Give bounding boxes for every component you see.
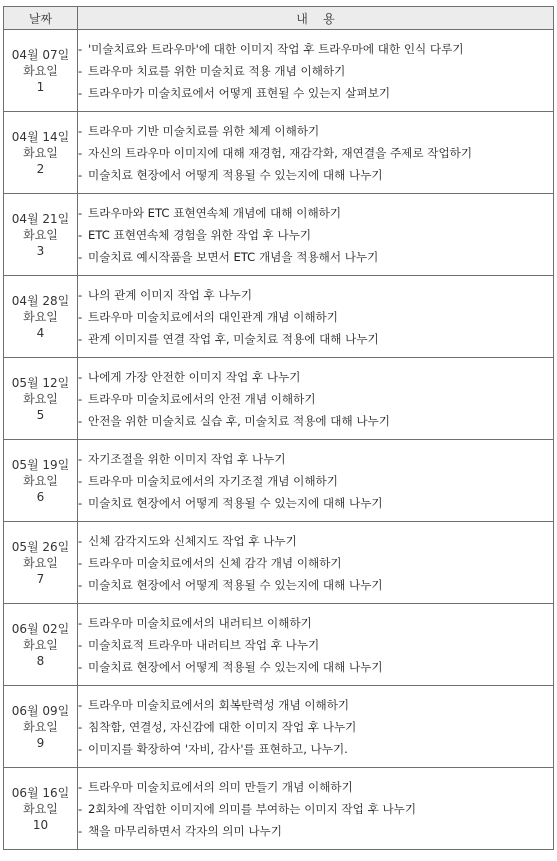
- bullet-dash: -: [78, 227, 83, 242]
- bullet-dash: -: [78, 249, 83, 264]
- activity-list: [78, 448, 553, 514]
- session-content-cell: [78, 112, 554, 194]
- activity-text: 관계 이미지를 연결 작업 후, 미술치료 적용에 대해 나누기: [88, 331, 379, 346]
- activity-item: [78, 530, 553, 552]
- session-number: 8: [36, 653, 45, 668]
- bullet-dash: -: [78, 615, 83, 630]
- activity-item: [78, 82, 553, 104]
- activity-text: 트라우마 미술치료에서의 안전 개념 이해하기: [88, 391, 316, 406]
- session-date-cell: [4, 194, 78, 276]
- session-date-cell: [4, 112, 78, 194]
- content-header: 내 용: [78, 7, 554, 30]
- activity-text: 2회차에 작업한 이미지에 의미를 부여하는 이미지 작업 후 나누기: [88, 801, 417, 816]
- bullet-dash: -: [78, 495, 83, 510]
- bullet-dash: -: [78, 637, 83, 652]
- activity-item: [78, 202, 553, 224]
- activity-text: 트라우마와 ETC 표현연속체 개념에 대해 이해하기: [88, 205, 342, 220]
- activity-text: 트라우마 미술치료에서의 내러티브 이해하기: [88, 615, 312, 630]
- session-content-cell: [78, 522, 554, 604]
- bullet-dash: -: [78, 369, 83, 384]
- session-day: 화요일: [23, 719, 58, 734]
- bullet-dash: -: [78, 287, 83, 302]
- session-date-cell: [4, 686, 78, 768]
- activity-item: [78, 224, 553, 246]
- session-day: 화요일: [23, 145, 58, 160]
- activity-item: [78, 694, 553, 716]
- activity-text: 트라우마 기반 미술치료를 위한 체계 이해하기: [88, 123, 320, 138]
- activity-text: 트라우마 치료를 위한 미술치료 적용 개념 이해하기: [88, 63, 346, 78]
- session-row: [4, 522, 554, 604]
- activity-text: 침착함, 연결성, 자신감에 대한 이미지 작업 후 나누기: [88, 719, 357, 734]
- session-number: 7: [36, 571, 45, 586]
- session-day: 화요일: [23, 391, 58, 406]
- session-row: [4, 194, 554, 276]
- activity-list: [78, 612, 553, 678]
- session-row: [4, 768, 554, 850]
- activity-text: 트라우마 미술치료에서의 신체 감각 개념 이해하기: [88, 555, 342, 570]
- session-row: [4, 276, 554, 358]
- bullet-dash: -: [78, 533, 83, 548]
- bullet-dash: -: [78, 85, 83, 100]
- session-date: 05월 26일: [11, 539, 70, 554]
- activity-list: [78, 38, 553, 104]
- activity-text: 미술치료적 트라우마 내러티브 작업 후 나누기: [88, 637, 320, 652]
- activity-text: 나에게 가장 안전한 이미지 작업 후 나누기: [88, 369, 301, 384]
- session-date: 06월 02일: [11, 621, 70, 636]
- bullet-dash: -: [78, 719, 83, 734]
- activity-item: [78, 120, 553, 142]
- activity-item: [78, 284, 553, 306]
- session-number: 2: [36, 161, 45, 176]
- session-date: 04월 28일: [11, 293, 70, 308]
- bullet-dash: -: [78, 555, 83, 570]
- activity-text: 미술치료 현장에서 어떻게 적용될 수 있는지에 대해 나누기: [88, 495, 383, 510]
- session-content-cell: [78, 604, 554, 686]
- session-number: 9: [36, 735, 45, 750]
- bullet-dash: -: [78, 331, 83, 346]
- session-row: [4, 358, 554, 440]
- session-date-cell: [4, 768, 78, 850]
- activity-text: 나의 관계 이미지 작업 후 나누기: [88, 287, 253, 302]
- activity-list: [78, 284, 553, 350]
- activity-item: [78, 634, 553, 656]
- activity-item: [78, 164, 553, 186]
- activity-text: 이미지를 확장하여 '자비, 감사'를 표현하고, 나누기.: [88, 741, 348, 756]
- activity-text: ETC 표현연속체 경험을 위한 작업 후 나누기: [88, 227, 312, 242]
- activity-list: [78, 120, 553, 186]
- session-row: [4, 604, 554, 686]
- bullet-dash: -: [78, 779, 83, 794]
- session-date-cell: [4, 522, 78, 604]
- session-day: 화요일: [23, 227, 58, 242]
- session-number: 6: [36, 489, 45, 504]
- bullet-dash: -: [78, 823, 83, 838]
- bullet-dash: -: [78, 659, 83, 674]
- bullet-dash: -: [78, 123, 83, 138]
- session-number: 3: [36, 243, 45, 258]
- activity-item: [78, 716, 553, 738]
- activity-text: 책을 마무리하면서 각자의 의미 나누기: [88, 823, 282, 838]
- session-day: 화요일: [23, 473, 58, 488]
- session-row: [4, 112, 554, 194]
- session-date-cell: [4, 604, 78, 686]
- activity-item: [78, 306, 553, 328]
- activity-item: [78, 776, 553, 798]
- session-content-cell: [78, 276, 554, 358]
- activity-text: 자신의 트라우마 이미지에 대해 재경험, 재감각화, 재연결을 주제로 작업하기: [88, 145, 473, 160]
- session-day: 화요일: [23, 637, 58, 652]
- activity-item: [78, 820, 553, 842]
- activity-item: [78, 470, 553, 492]
- activity-list: [78, 530, 553, 596]
- session-number: 1: [36, 79, 45, 94]
- activity-item: [78, 656, 553, 678]
- bullet-dash: -: [78, 697, 83, 712]
- activity-item: [78, 798, 553, 820]
- activity-text: 트라우마가 미술치료에서 어떻게 표현될 수 있는지 살펴보기: [88, 85, 391, 100]
- date-header: 날짜: [4, 7, 78, 30]
- activity-text: 트라우마 미술치료에서의 대인관계 개념 이해하기: [88, 309, 338, 324]
- bullet-dash: -: [78, 63, 83, 78]
- bullet-dash: -: [78, 145, 83, 160]
- activity-item: [78, 612, 553, 634]
- activity-item: [78, 448, 553, 470]
- activity-item: [78, 552, 553, 574]
- session-date-cell: [4, 440, 78, 522]
- bullet-dash: -: [78, 391, 83, 406]
- session-date: 05월 12일: [11, 375, 70, 390]
- session-date: 06월 16일: [11, 785, 70, 800]
- session-day: 화요일: [23, 63, 58, 78]
- activity-text: 안전을 위한 미술치료 실습 후, 미술치료 적용에 대해 나누기: [88, 413, 390, 428]
- activity-list: [78, 694, 553, 760]
- session-date-cell: [4, 276, 78, 358]
- session-date: 04월 14일: [11, 129, 70, 144]
- session-row: [4, 440, 554, 522]
- activity-text: 미술치료 현장에서 어떻게 적용될 수 있는지에 대해 나누기: [88, 167, 383, 182]
- activity-item: [78, 738, 553, 760]
- session-date: 05월 19일: [11, 457, 70, 472]
- session-date-cell: [4, 358, 78, 440]
- activity-text: 미술치료 현장에서 어떻게 적용될 수 있는지에 대해 나누기: [88, 577, 383, 592]
- session-row: [4, 686, 554, 768]
- activity-item: [78, 246, 553, 268]
- session-number: 4: [36, 325, 45, 340]
- session-date: 04월 07일: [11, 47, 70, 62]
- session-number: 5: [36, 407, 45, 422]
- activity-text: 미술치료 현장에서 어떻게 적용될 수 있는지에 대해 나누기: [88, 659, 383, 674]
- bullet-dash: -: [78, 167, 83, 182]
- activity-item: [78, 328, 553, 350]
- activity-list: [78, 776, 553, 842]
- activity-item: [78, 60, 553, 82]
- session-content-cell: [78, 686, 554, 768]
- session-content-cell: [78, 194, 554, 276]
- bullet-dash: -: [78, 741, 83, 756]
- session-content-cell: [78, 768, 554, 850]
- session-day: 화요일: [23, 801, 58, 816]
- activity-item: [78, 142, 553, 164]
- session-content-cell: [78, 440, 554, 522]
- session-number: 10: [32, 817, 49, 832]
- session-day: 화요일: [23, 555, 58, 570]
- bullet-dash: -: [78, 205, 83, 220]
- session-date-cell: [4, 30, 78, 112]
- activity-item: [78, 388, 553, 410]
- activity-text: 트라우마 미술치료에서의 의미 만들기 개념 이해하기: [88, 779, 353, 794]
- bullet-dash: -: [78, 577, 83, 592]
- activity-text: 미술치료 예시작품을 보면서 ETC 개념을 적용해서 나누기: [88, 249, 379, 264]
- activity-text: 트라우마 미술치료에서의 자기조절 개념 이해하기: [88, 473, 338, 488]
- bullet-dash: -: [78, 451, 83, 466]
- activity-item: [78, 410, 553, 432]
- activity-text: '미술치료와 트라우마'에 대한 이미지 작업 후 트라우마에 대한 인식 다루기: [88, 41, 464, 56]
- activity-list: [78, 202, 553, 268]
- session-date: 06월 09일: [11, 703, 70, 718]
- session-content-cell: [78, 30, 554, 112]
- bullet-dash: -: [78, 309, 83, 324]
- header-row: [4, 7, 554, 30]
- bullet-dash: -: [78, 41, 83, 56]
- bullet-dash: -: [78, 801, 83, 816]
- activity-text: 신체 감각지도와 신체지도 작업 후 나누기: [88, 533, 297, 548]
- activity-text: 트라우마 미술치료에서의 회복탄력성 개념 이해하기: [88, 697, 350, 712]
- activity-item: [78, 574, 553, 596]
- activity-text: 자기조절을 위한 이미지 작업 후 나누기: [88, 451, 286, 466]
- activity-item: [78, 38, 553, 60]
- schedule-body: [4, 30, 554, 850]
- bullet-dash: -: [78, 413, 83, 428]
- session-day: 화요일: [23, 309, 58, 324]
- activity-item: [78, 366, 553, 388]
- activity-item: [78, 492, 553, 514]
- schedule-table: [3, 6, 554, 850]
- activity-list: [78, 366, 553, 432]
- bullet-dash: -: [78, 473, 83, 488]
- session-row: [4, 30, 554, 112]
- session-date: 04월 21일: [11, 211, 70, 226]
- session-content-cell: [78, 358, 554, 440]
